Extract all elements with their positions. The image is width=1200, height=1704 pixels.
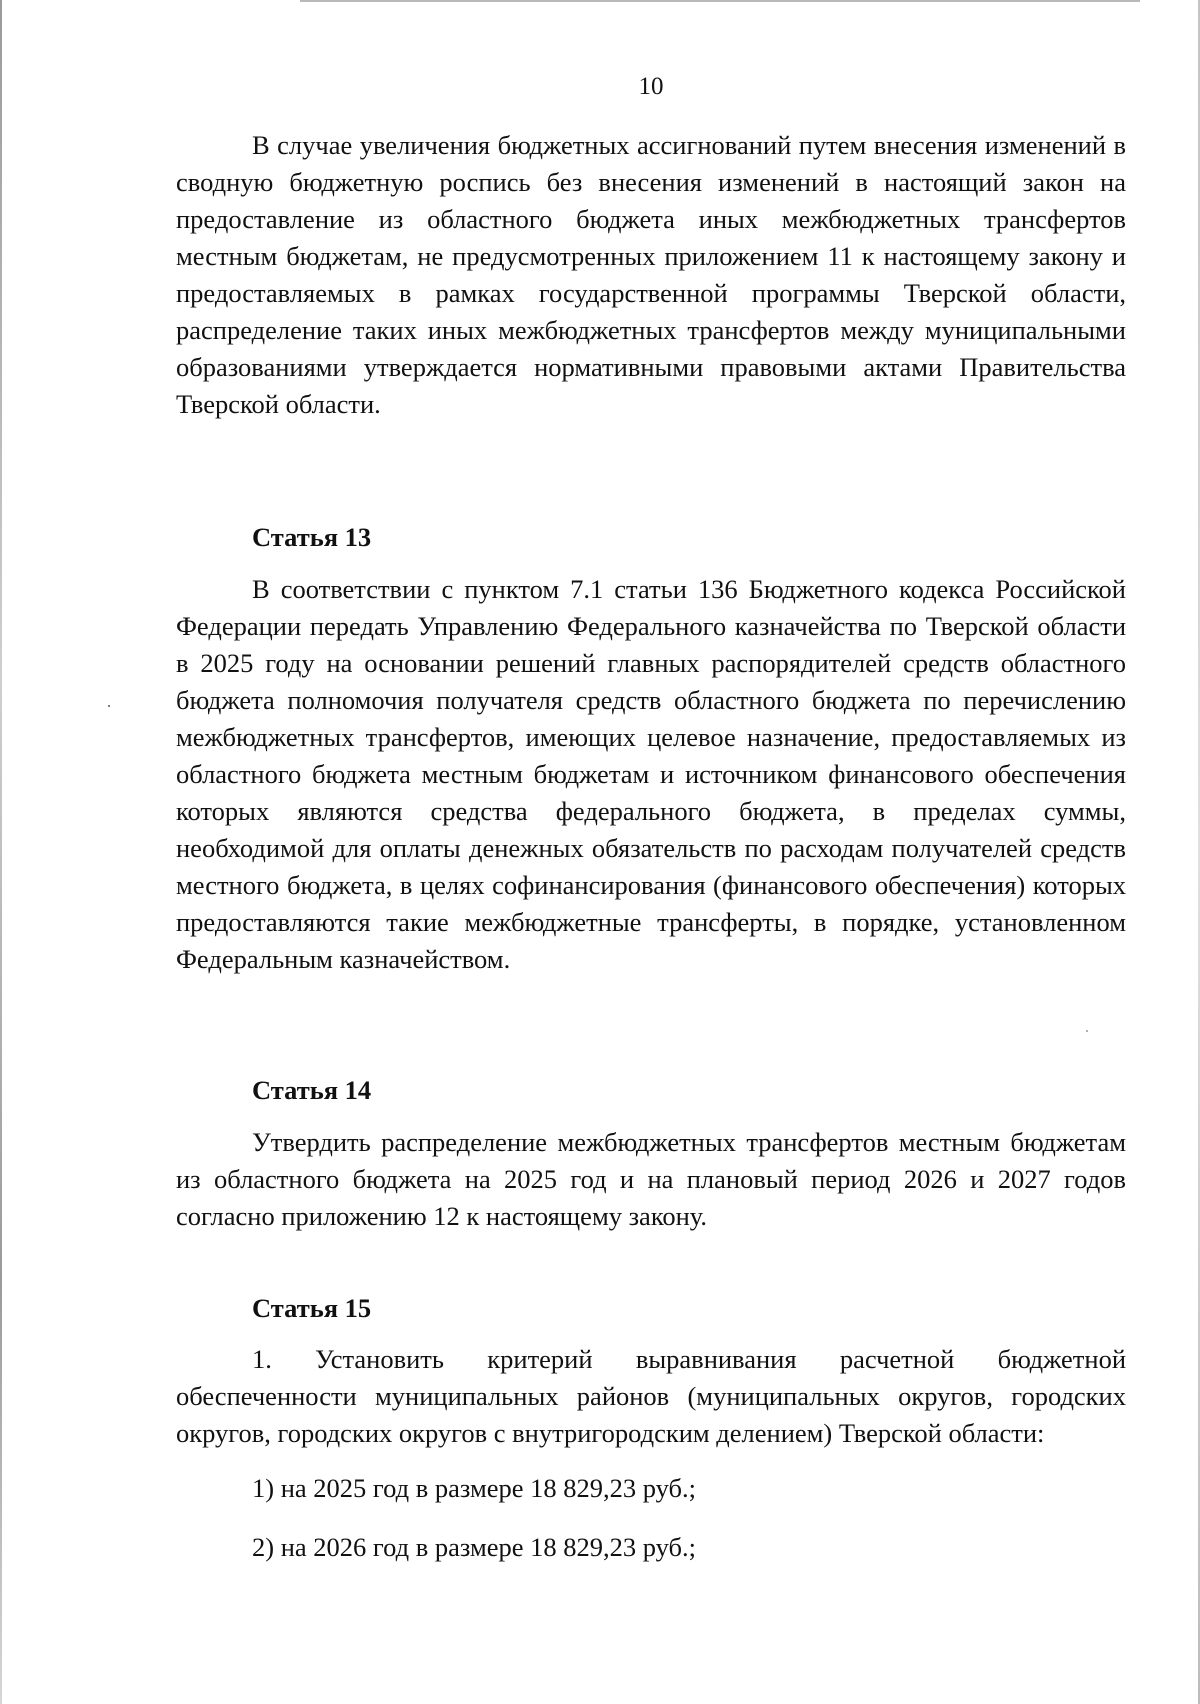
scan-speck bbox=[1086, 1030, 1088, 1032]
article-13-paragraph: В соответствии с пунктом 7.1 статьи 136 Бюджетного кодекса Российской Федерации передать Управлению Федерального казначейства по Тверской области в 2025 году на основании решений главных распорядителей средств областного бюджета полномочия получателя средств областного бюджета по перечислению межбюджетных трансфертов, имеющих целевое назначение, предоставляемых из областного бюджета местным бюджетам и источником финансового обеспечения которых являются средства федерального бюджета, в пределах суммы, необходимой для оплаты денежных обязательств по расходам получателей средств местного бюджета, в целях софинансирования (финансового обеспечения) которых предоставляются такие межбюджетные трансферты, в порядке, установленном Федеральным казначейством. bbox=[176, 574, 1126, 974]
article-13-heading: Статья 13 bbox=[252, 522, 372, 552]
page-number: 10 bbox=[638, 73, 664, 100]
article-15-list-item: 2) на 2026 год в размере 18 829,23 руб.; bbox=[252, 1532, 697, 1562]
intro-paragraph: В случае увеличения бюджетных ассигнований путем внесения изменений в сводную бюджетную роспись без внесения изменений в настоящий закон на предоставление из областного бюджета иных межбюджетных трансфертов местным бюджетам, не предусмотренных приложением 11 к настоящему закону и предоставляемых в рамках государственной программы Тверской области, распределение таких иных межбюджетных трансфертов между муниципальными образованиями утверждается нормативными правовыми актами Правительства Тверской области. bbox=[176, 130, 1126, 419]
scan-edge-top bbox=[300, 0, 1140, 2]
article-15-list-item: 1) на 2025 год в размере 18 829,23 руб.; bbox=[252, 1473, 697, 1503]
article-14-heading: Статья 14 bbox=[252, 1075, 372, 1105]
scan-edge-left bbox=[0, 0, 2, 1704]
article-15-paragraph: 1. Установить критерий выравнивания расчетной бюджетной обеспеченности муниципальных районов (муниципальных округов, городских округов, городских округов с внутригородским делением) Тверской области: bbox=[176, 1344, 1126, 1448]
article-14-paragraph: Утвердить распределение межбюджетных трансфертов местным бюджетам из областного бюджета на 2025 год и на плановый период 2026 и 2027 годов согласно приложению 12 к настоящему закону. bbox=[176, 1127, 1126, 1231]
scan-speck bbox=[108, 705, 110, 707]
article-15-heading: Статья 15 bbox=[252, 1293, 372, 1323]
